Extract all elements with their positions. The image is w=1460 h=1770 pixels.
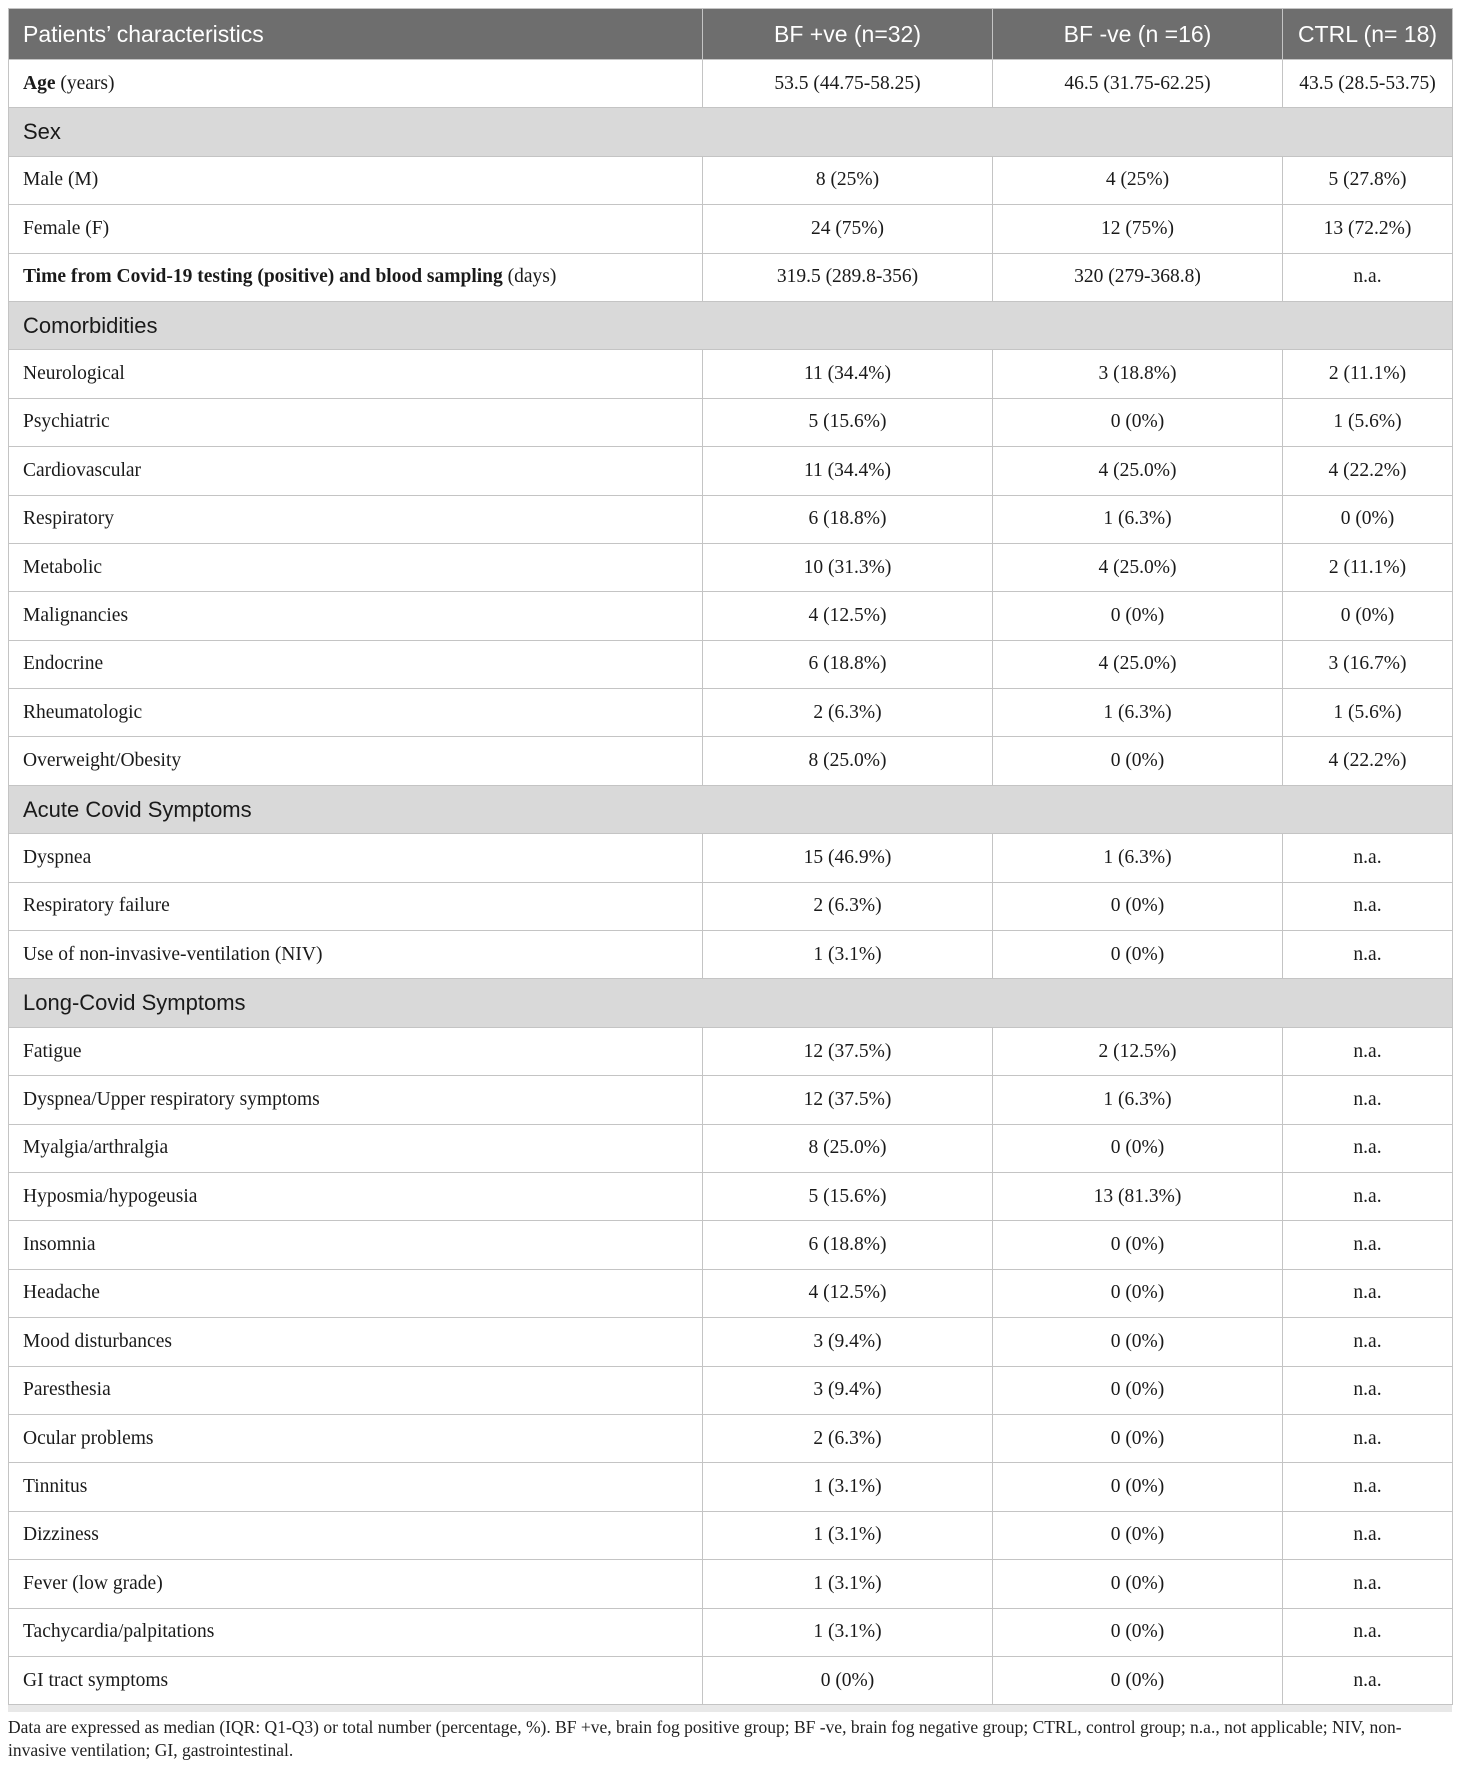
cell-bf-positive: 12 (37.5%): [703, 1076, 993, 1124]
table-row: [9, 447, 1453, 495]
row-label: Rheumatologic: [9, 689, 703, 737]
cell-control: n.a.: [1283, 1269, 1453, 1317]
cell-bf-negative: 4 (25.0%): [993, 640, 1283, 688]
cell-bf-positive: 11 (34.4%): [703, 350, 993, 398]
cell-control: 4 (22.2%): [1283, 447, 1453, 495]
section-row: [9, 108, 1453, 156]
section-row: [9, 979, 1453, 1027]
cell-bf-positive: 8 (25.0%): [703, 1124, 993, 1172]
header-control: CTRL (n= 18): [1283, 9, 1453, 60]
cell-bf-negative: 1 (6.3%): [993, 689, 1283, 737]
header-bf-positive: BF +ve (n=32): [703, 9, 993, 60]
cell-bf-negative: 0 (0%): [993, 1124, 1283, 1172]
cell-control: n.a.: [1283, 1511, 1453, 1559]
cell-bf-negative: 0 (0%): [993, 737, 1283, 785]
table-footnote: Data are expressed as median (IQR: Q1-Q3) or total number (percentage, %). BF +ve, brain fog positive group; BF -ve, brain fog negative group; CTRL, control group; n.a., not applicable; NIV, non-invasive ventilation; GI, gastrointestinal.: [8, 1712, 1452, 1762]
cell-bf-negative: 0 (0%): [993, 1221, 1283, 1269]
cell-bf-negative: 4 (25%): [993, 156, 1283, 204]
row-label: Psychiatric: [9, 398, 703, 446]
table-row: [9, 495, 1453, 543]
table-body: [9, 60, 1453, 1705]
cell-bf-positive: 3 (9.4%): [703, 1318, 993, 1366]
row-label: Tinnitus: [9, 1463, 703, 1511]
table-row: [9, 60, 1453, 108]
cell-control: n.a.: [1283, 931, 1453, 979]
row-label: Respiratory: [9, 495, 703, 543]
cell-bf-positive: 53.5 (44.75-58.25): [703, 60, 993, 108]
cell-bf-negative: 0 (0%): [993, 1414, 1283, 1462]
row-label-bold: Time from Covid-19 testing (positive) and blood sampling: [23, 266, 503, 288]
cell-bf-positive: 5 (15.6%): [703, 398, 993, 446]
cell-control: 3 (16.7%): [1283, 640, 1453, 688]
cell-control: 0 (0%): [1283, 592, 1453, 640]
table-row: [9, 882, 1453, 930]
table-row: [9, 1656, 1453, 1704]
table-row: [9, 350, 1453, 398]
cell-bf-negative: 0 (0%): [993, 398, 1283, 446]
cell-bf-positive: 4 (12.5%): [703, 1269, 993, 1317]
row-label: [9, 60, 703, 108]
cell-bf-positive: 1 (3.1%): [703, 1608, 993, 1656]
cell-control: n.a.: [1283, 253, 1453, 301]
cell-bf-positive: 3 (9.4%): [703, 1366, 993, 1414]
table-row: [9, 1511, 1453, 1559]
cell-bf-positive: 10 (31.3%): [703, 543, 993, 591]
cell-bf-positive: 319.5 (289.8-356): [703, 253, 993, 301]
cell-control: 13 (72.2%): [1283, 205, 1453, 253]
cell-bf-negative: 0 (0%): [993, 1608, 1283, 1656]
table-row: [9, 834, 1453, 882]
table-row: [9, 398, 1453, 446]
cell-bf-negative: 4 (25.0%): [993, 543, 1283, 591]
table-row: [9, 689, 1453, 737]
table-row: [9, 1366, 1453, 1414]
row-label: Fever (low grade): [9, 1560, 703, 1608]
cell-control: 0 (0%): [1283, 495, 1453, 543]
cell-control: n.a.: [1283, 1366, 1453, 1414]
cell-control: n.a.: [1283, 1608, 1453, 1656]
row-label: Respiratory failure: [9, 882, 703, 930]
section-label: Sex: [9, 108, 1453, 156]
cell-control: 1 (5.6%): [1283, 689, 1453, 737]
cell-control: n.a.: [1283, 1318, 1453, 1366]
row-label: Female (F): [9, 205, 703, 253]
patients-characteristics-table: [8, 8, 1453, 1705]
table-row: [9, 1124, 1453, 1172]
table-row: [9, 931, 1453, 979]
cell-control: n.a.: [1283, 1414, 1453, 1462]
section-row: [9, 301, 1453, 349]
row-label-unit: (years): [55, 72, 115, 94]
cell-bf-positive: 2 (6.3%): [703, 689, 993, 737]
cell-bf-positive: 1 (3.1%): [703, 1560, 993, 1608]
cell-control: n.a.: [1283, 1027, 1453, 1075]
header-characteristics: Patients’ characteristics: [9, 9, 703, 60]
cell-bf-positive: 6 (18.8%): [703, 640, 993, 688]
cell-bf-negative: 0 (0%): [993, 1560, 1283, 1608]
section-label: Comorbidities: [9, 301, 1453, 349]
cell-bf-positive: 5 (15.6%): [703, 1172, 993, 1220]
cell-bf-negative: 2 (12.5%): [993, 1027, 1283, 1075]
table-row: [9, 1608, 1453, 1656]
cell-bf-negative: 4 (25.0%): [993, 447, 1283, 495]
row-label: Male (M): [9, 156, 703, 204]
cell-bf-negative: 1 (6.3%): [993, 834, 1283, 882]
row-label: Metabolic: [9, 543, 703, 591]
cell-bf-negative: 0 (0%): [993, 882, 1283, 930]
table-header-row: [9, 9, 1453, 60]
cell-bf-negative: 12 (75%): [993, 205, 1283, 253]
cell-bf-positive: 12 (37.5%): [703, 1027, 993, 1075]
table-row: [9, 1221, 1453, 1269]
table-row: [9, 543, 1453, 591]
cell-control: 2 (11.1%): [1283, 350, 1453, 398]
cell-control: 43.5 (28.5-53.75): [1283, 60, 1453, 108]
table-row: [9, 156, 1453, 204]
cell-bf-positive: 1 (3.1%): [703, 1463, 993, 1511]
cell-bf-negative: 1 (6.3%): [993, 495, 1283, 543]
cell-bf-negative: 0 (0%): [993, 1269, 1283, 1317]
row-label: Neurological: [9, 350, 703, 398]
row-label: Insomnia: [9, 1221, 703, 1269]
row-label: Use of non-invasive-ventilation (NIV): [9, 931, 703, 979]
row-label: Dyspnea/Upper respiratory symptoms: [9, 1076, 703, 1124]
row-label: Ocular problems: [9, 1414, 703, 1462]
cell-bf-positive: 2 (6.3%): [703, 882, 993, 930]
cell-control: n.a.: [1283, 1463, 1453, 1511]
row-label: Cardiovascular: [9, 447, 703, 495]
table-row: [9, 1318, 1453, 1366]
cell-bf-positive: 24 (75%): [703, 205, 993, 253]
table-row: [9, 1076, 1453, 1124]
cell-bf-negative: 0 (0%): [993, 931, 1283, 979]
section-label: Long-Covid Symptoms: [9, 979, 1453, 1027]
cell-bf-positive: 4 (12.5%): [703, 592, 993, 640]
cell-control: n.a.: [1283, 1656, 1453, 1704]
cell-bf-positive: 0 (0%): [703, 1656, 993, 1704]
table-row: [9, 640, 1453, 688]
row-label: Overweight/Obesity: [9, 737, 703, 785]
cell-bf-negative: 1 (6.3%): [993, 1076, 1283, 1124]
cell-bf-positive: 2 (6.3%): [703, 1414, 993, 1462]
table-row: [9, 1463, 1453, 1511]
row-label: Fatigue: [9, 1027, 703, 1075]
cell-bf-negative: 0 (0%): [993, 1318, 1283, 1366]
cell-bf-negative: 0 (0%): [993, 1366, 1283, 1414]
table-row: [9, 737, 1453, 785]
cell-control: n.a.: [1283, 882, 1453, 930]
row-label: Dizziness: [9, 1511, 703, 1559]
table-row: [9, 592, 1453, 640]
cell-bf-negative: 0 (0%): [993, 1511, 1283, 1559]
cell-bf-positive: 8 (25.0%): [703, 737, 993, 785]
row-label: GI tract symptoms: [9, 1656, 703, 1704]
cell-bf-negative: 0 (0%): [993, 592, 1283, 640]
cell-bf-negative: 3 (18.8%): [993, 350, 1283, 398]
row-label-bold: Age: [23, 72, 56, 94]
cell-bf-positive: 6 (18.8%): [703, 495, 993, 543]
cell-bf-positive: 1 (3.1%): [703, 931, 993, 979]
table-row: [9, 253, 1453, 301]
cell-bf-negative: 13 (81.3%): [993, 1172, 1283, 1220]
cell-bf-negative: 0 (0%): [993, 1656, 1283, 1704]
row-label-unit: (days): [502, 266, 557, 288]
cell-control: 5 (27.8%): [1283, 156, 1453, 204]
cell-control: 4 (22.2%): [1283, 737, 1453, 785]
cell-control: n.a.: [1283, 1560, 1453, 1608]
row-label: [9, 253, 703, 301]
header-bf-negative: BF -ve (n =16): [993, 9, 1283, 60]
cell-bf-positive: 8 (25%): [703, 156, 993, 204]
cell-control: n.a.: [1283, 1172, 1453, 1220]
cell-control: n.a.: [1283, 834, 1453, 882]
cell-bf-negative: 320 (279-368.8): [993, 253, 1283, 301]
cell-bf-negative: 0 (0%): [993, 1463, 1283, 1511]
table-row: [9, 205, 1453, 253]
row-label: Endocrine: [9, 640, 703, 688]
table-row: [9, 1269, 1453, 1317]
cell-bf-positive: 11 (34.4%): [703, 447, 993, 495]
row-label: Malignancies: [9, 592, 703, 640]
table-row: [9, 1027, 1453, 1075]
table-row: [9, 1172, 1453, 1220]
cell-bf-positive: 15 (46.9%): [703, 834, 993, 882]
cell-bf-negative: 46.5 (31.75-62.25): [993, 60, 1283, 108]
row-label: Mood disturbances: [9, 1318, 703, 1366]
cell-control: n.a.: [1283, 1076, 1453, 1124]
cell-control: 2 (11.1%): [1283, 543, 1453, 591]
cell-control: 1 (5.6%): [1283, 398, 1453, 446]
row-label: Tachycardia/palpitations: [9, 1608, 703, 1656]
table-row: [9, 1414, 1453, 1462]
cell-bf-positive: 6 (18.8%): [703, 1221, 993, 1269]
row-label: Headache: [9, 1269, 703, 1317]
cell-bf-positive: 1 (3.1%): [703, 1511, 993, 1559]
table-row: [9, 1560, 1453, 1608]
row-label: Myalgia/arthralgia: [9, 1124, 703, 1172]
row-label: Dyspnea: [9, 834, 703, 882]
section-row: [9, 785, 1453, 833]
row-label: Paresthesia: [9, 1366, 703, 1414]
row-label: Hyposmia/hypogeusia: [9, 1172, 703, 1220]
cell-control: n.a.: [1283, 1221, 1453, 1269]
section-label: Acute Covid Symptoms: [9, 785, 1453, 833]
cell-control: n.a.: [1283, 1124, 1453, 1172]
